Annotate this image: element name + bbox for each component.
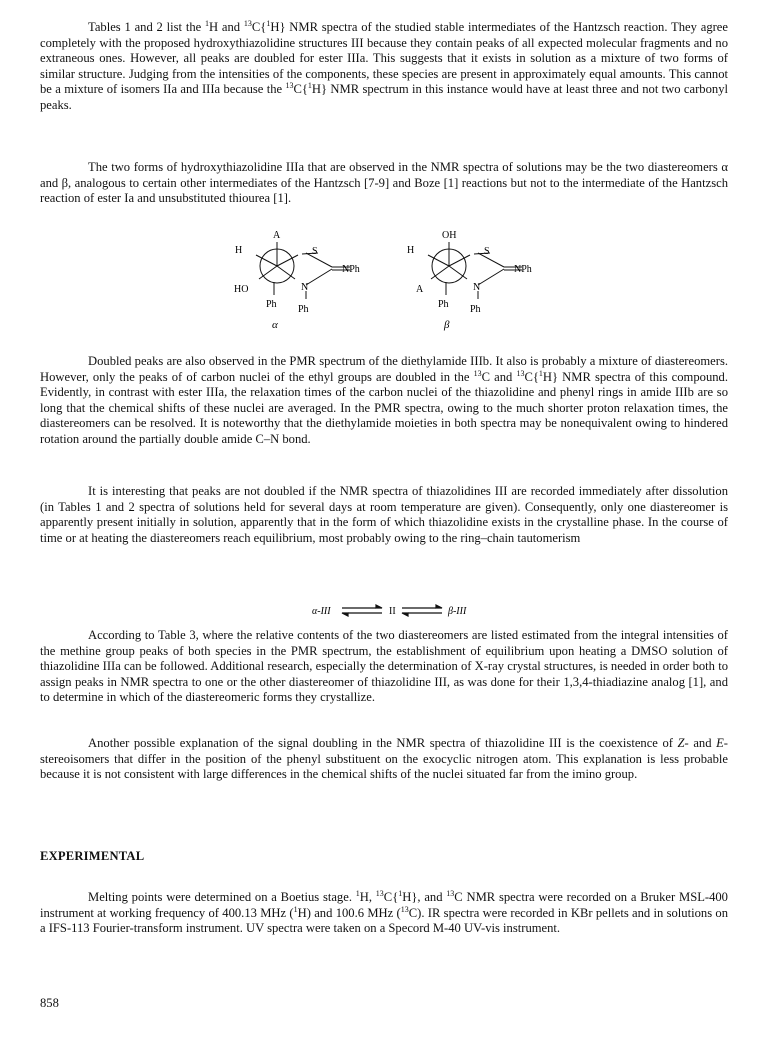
- equilibrium-arrows-2: [402, 605, 442, 616]
- paragraph-pmr-diethylamide: Doubled peaks are also observed in the PMR spectrum of the diethylamide IIIb. It also is probably a mixture of diastereomers. However, only the peaks of of carbon nuclei of the ethyl groups are doubled in the $^{13}$C and $^{13}$C{$^1$H} NMR spectra of this compound. Evidently, in contrast with ester IIIa, the relaxation times of the carbon nuclei of the thiazolidine and phenyl rings in amide IIIb are so long that the chemical shifts of these nuclei are averaged. In the PMR spectra, owing to the much shorter proton relaxation times, the diastereomers can be resolved. It is noteworthy that the diethylamide moieties in both spectra may be nonequivalent owing to hindered rotation around the partially double amide C–N bond.: [40, 354, 728, 446]
- alpha-ph-label-2: Ph: [298, 304, 309, 315]
- beta-nph-label: NPh: [514, 264, 532, 275]
- section-heading-experimental: EXPERIMENTAL: [40, 849, 145, 863]
- paragraph-dissolution: It is interesting that peaks are not doubled if the NMR spectra of thiazolidines III are recorded immediately after dissolution (in Tables 1 and 2 spectra of solutions held for several days at room temperature are given). Consequently, only one diastereomer is apparently present initially in solution, apparently that in the form of which thiazolidine exists in the crystalline phase. In the course of time or at heating the diastereomers reach equilibrium, most probably owing to the ring–chain tautomerism: [40, 484, 728, 545]
- ii-label: II: [389, 606, 396, 617]
- paragraph-table3: According to Table 3, where the relative contents of the two diastereomers are listed estimated from the integral intensities of the methine group peaks of both species in the PMR spectrum, the establishment of equilibrium upon heating a DMSO solution of thiazolidine IIIa can be followed. Additional research, especially the determination of X-ray crystal structures, is needed in order both to assign peaks in NMR spectra to one or the other diastereomer of thiazolidine III, as was done for their 1,3,4-thiadiazine analog [1], and to determine in which of the diastereomeric forms they crystallize.: [40, 628, 728, 705]
- paragraph-diastereomers: The two forms of hydroxythiazolidine IIIa that are observed in the NMR spectra of solutions may be the two diastereomers α and β, analogous to certain other intermediates of the Hantzsch [7-9] and Boze [1] reactions but not to the intermediate of the Hantzsch reaction of ester Ia and unsubstituted thiourea [1].: [40, 160, 728, 206]
- alpha-ph-label-1: Ph: [266, 299, 277, 310]
- beta-s-label: S: [484, 246, 490, 257]
- paragraph-experimental: Melting points were determined on a Boetius stage. $^1$H, $^{13}$C{$^1$H}, and $^{13}$C NMR spectra were recorded on a Bruker MSL-400 instrument at working frequency of 400.13 MHz ($^1$H) and 100.6 MHz ($^{13}$C). IR spectra were recorded in KBr pellets and in solutions on a IFS-113 Fourier-transform instrument. UV spectra were taken on a Specord M-40 UV-vis instrument.: [40, 889, 728, 936]
- beta-top-substituent: OH: [442, 230, 457, 241]
- alpha-ho-label: HO: [234, 284, 249, 295]
- beta-h-label: H: [407, 245, 415, 256]
- diastereomer-structures: [40, 229, 728, 354]
- alpha-top-substituent: A: [273, 230, 281, 241]
- alpha-h-label: H: [235, 245, 243, 256]
- ring-chain-equilibrium: [40, 598, 728, 628]
- beta-iii-label: β-III: [448, 606, 467, 617]
- beta-ph-label-2: Ph: [470, 304, 481, 315]
- alpha-iii-label: α-III: [312, 606, 331, 617]
- beta-n-label: N: [473, 282, 481, 293]
- paragraph-hantzsch-spectra: Tables 1 and 2 list the $^1$H and $^{13}$C{$^1$H} NMR spectra of the studied stable intermediates of the Hantzsch reaction. They agree completely with the proposed hydroxythiazolidine structures III because they contain peaks of all expected molecular fragments and no extraneous ones. However, all peaks are doubled for ester IIIa. This suggests that it exists in solution as a mixture of two forms of similar structure. Judging from the intensities of the components, these species are present in approximately equal amounts. This cannot be a mixture of isomers IIa and IIIa because the $^{13}$C{$^1$H} NMR spectrum in this instance would have at least three and not two carbonyl peaks.: [40, 19, 728, 112]
- alpha-label: α: [272, 319, 278, 331]
- alpha-nph-label: NPh: [342, 264, 360, 275]
- equilibrium-arrows-1: [342, 605, 382, 616]
- beta-label: β: [444, 319, 450, 331]
- beta-ph-label-1: Ph: [438, 299, 449, 310]
- page-number: 858: [40, 996, 59, 1010]
- beta-a-label: A: [416, 284, 424, 295]
- paragraph-stereoisomers: Another possible explanation of the signal doubling in the NMR spectra of thiazolidine III is the coexistence of Z- and E-stereoisomers that differ in the position of the phenyl substituent on the exocyclic nitrogen atom. This explanation is less probable because it is not consistent with large differences in the chemical shifts of the nuclei situated far from the imino group.: [40, 736, 728, 782]
- alpha-n-label: N: [301, 282, 309, 293]
- alpha-s-label: S: [312, 246, 318, 257]
